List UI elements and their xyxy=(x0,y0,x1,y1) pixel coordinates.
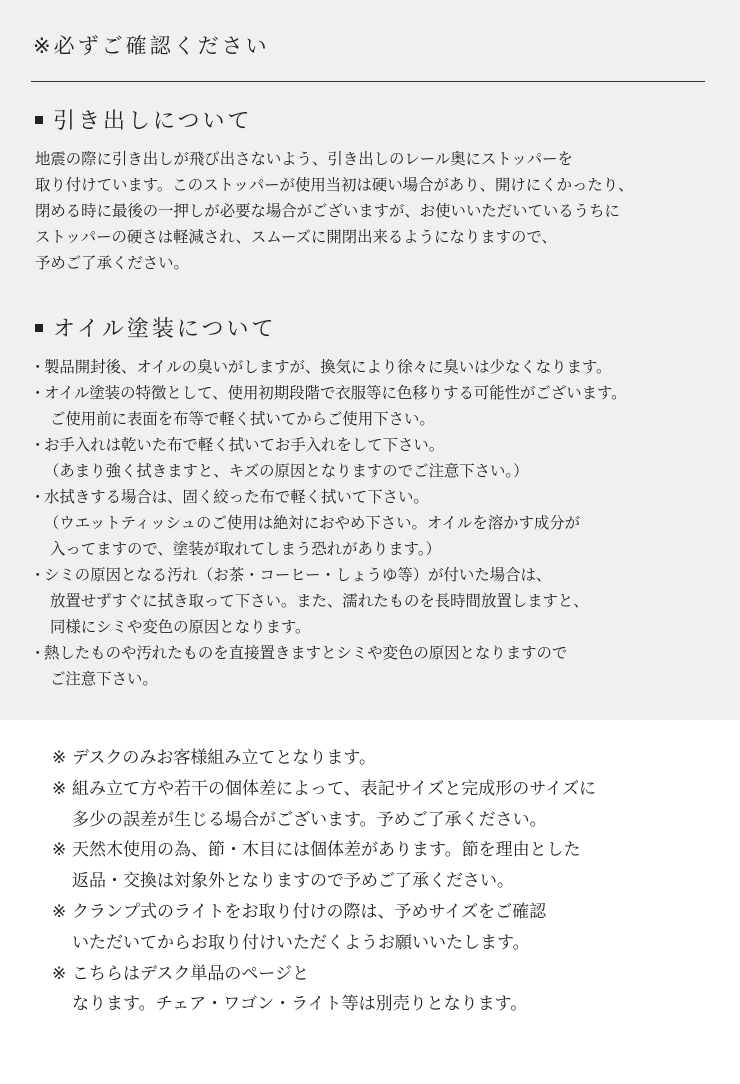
bullet-mark: ・ xyxy=(30,384,46,402)
bullet-line: 水拭きする場合は、固く絞った布で軽く拭いて下さい。 xyxy=(44,488,429,506)
list-item xyxy=(30,432,730,484)
title-divider xyxy=(31,81,705,82)
note-line: 組み立て方や若干の個体差によって、表記サイズと完成形のサイズに xyxy=(72,778,596,799)
drawer-line: 予めご了承ください。 xyxy=(35,254,189,272)
page-title: ※必ずご確認ください xyxy=(33,34,270,58)
drawer-section-body xyxy=(35,146,715,276)
list-item xyxy=(52,774,732,836)
drawer-line: 地震の際に引き出しが飛び出さないよう、引き出しのレール奥にストッパーを xyxy=(35,150,573,168)
bullet-line: 入ってますので、塗装が取れてしまう恐れがあります。） xyxy=(50,540,441,558)
note-mark: ※ xyxy=(52,963,67,984)
list-item xyxy=(30,562,730,640)
bullet-mark: ・ xyxy=(30,644,46,662)
list-item xyxy=(30,354,730,380)
list-item xyxy=(30,640,730,692)
list-item xyxy=(52,959,732,1021)
note-line: いただいてからお取り付けいただくようお願いいたします。 xyxy=(72,932,530,953)
note-line: クランプ式のライトをお取り付けの際は、予めサイズをご確認 xyxy=(72,901,547,922)
notes-list xyxy=(52,743,732,1020)
bullet-line: 製品開封後、オイルの臭いがしますが、換気により徐々に臭いは少なくなります。 xyxy=(44,358,612,376)
bullet-line: シミの原因となる汚れ（お茶・コーヒー・しょうゆ等）が付いた場合は、 xyxy=(44,566,552,584)
bullet-line: 放置せずすぐに拭き取って下さい。また、濡れたものを長時間放置しますと、 xyxy=(50,592,589,610)
bullet-mark: ・ xyxy=(30,566,46,584)
bullet-line: オイル塗装の特徴として、使用初期段階で衣服等に色移りする可能性がございます。 xyxy=(44,384,627,402)
list-item xyxy=(52,743,732,774)
note-line: こちらはデスク単品のページと xyxy=(72,963,309,984)
note-line: なります。チェア・ワゴン・ライト等は別売りとなります。 xyxy=(72,994,528,1015)
bullet-line: 同様にシミや変色の原因となります。 xyxy=(50,618,311,636)
bullet-line: お手入れは乾いた布で軽く拭いてお手入れをして下さい。 xyxy=(44,436,445,454)
note-line: 天然木使用の為、節・木目には個体差があります。節を理由とした xyxy=(72,840,581,861)
list-item xyxy=(52,897,732,959)
note-mark: ※ xyxy=(52,778,67,799)
bullet-line: ご使用前に表面を布等で軽く拭いてからご使用下さい。 xyxy=(50,410,435,428)
bullet-line: （あまり強く拭きますと、キズの原因となりますのでご注意下さい。） xyxy=(44,462,529,480)
bullet-mark: ・ xyxy=(30,358,46,376)
note-mark: ※ xyxy=(52,901,67,922)
drawer-line: 閉める時に最後の一押しが必要な場合がございますが、お使いいただいているうちに xyxy=(35,202,620,220)
list-item xyxy=(30,380,730,432)
drawer-heading-text: 引き出しについて xyxy=(53,109,253,134)
list-item xyxy=(30,484,730,562)
drawer-line: 取り付けています。このストッパーが使用当初は硬い場合があり、開けにくかったり、 xyxy=(35,176,634,194)
square-bullet-icon xyxy=(35,116,43,124)
oil-heading-text: オイル塗装について xyxy=(53,317,277,342)
note-line: デスクのみお客様組み立てとなります。 xyxy=(72,748,376,768)
note-mark: ※ xyxy=(52,840,67,861)
square-bullet-icon xyxy=(35,324,43,332)
drawer-section-heading xyxy=(35,104,253,135)
oil-section-heading xyxy=(35,312,276,343)
oil-bullet-list xyxy=(30,354,730,692)
note-line: 返品・交換は対象外となりますので予めご了承ください。 xyxy=(72,871,514,892)
bullet-line: ご注意下さい。 xyxy=(50,670,158,688)
bullet-mark: ・ xyxy=(30,436,46,454)
bullet-line: 熱したものや汚れたものを直接置きますとシミや変色の原因となりますので xyxy=(44,644,568,662)
note-line: 多少の誤差が生じる場合がございます。予めご了承ください。 xyxy=(72,809,547,830)
drawer-line: ストッパーの硬さは軽減され、スムーズに開閉出来るようになりますので、 xyxy=(35,228,557,246)
note-mark: ※ xyxy=(52,748,67,768)
list-item xyxy=(52,835,732,897)
bullet-line: （ウエットティッシュのご使用は絶対におやめ下さい。オイルを溶かす成分が xyxy=(44,514,581,532)
bullet-mark: ・ xyxy=(30,488,46,506)
